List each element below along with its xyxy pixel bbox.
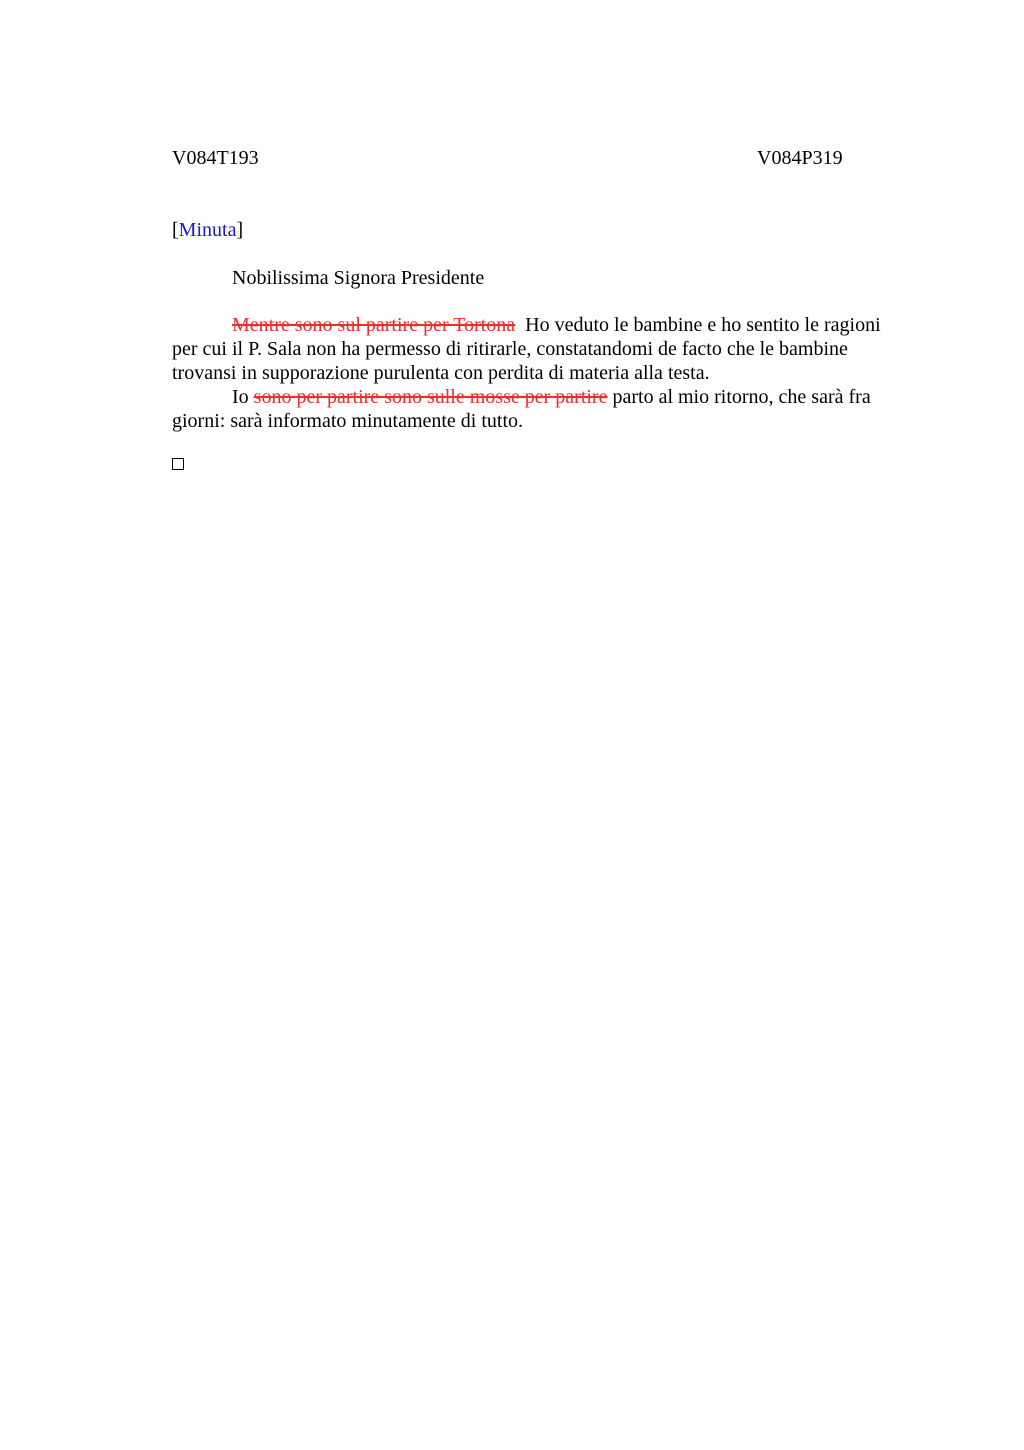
square-outline-icon bbox=[172, 458, 184, 470]
paragraph-2 bbox=[172, 385, 907, 433]
close-bracket: ] bbox=[236, 219, 244, 241]
minuta-label bbox=[172, 218, 243, 242]
deleted-text: Mentre sono sul partire per Tortona bbox=[232, 314, 516, 336]
letter-body bbox=[172, 313, 907, 433]
document-code-left: V084T193 bbox=[172, 147, 259, 169]
paragraph-1 bbox=[172, 313, 907, 385]
paragraph-text-after: parto al mio ritorno, che sarà fra giorni: sarà informato minutamente di tutto. bbox=[172, 386, 876, 432]
paragraph-text-before: Io bbox=[232, 386, 254, 408]
minuta-word: Minuta bbox=[178, 219, 237, 241]
open-bracket: [ bbox=[172, 219, 179, 241]
document-code-right: V084P319 bbox=[757, 147, 843, 169]
paragraph-text: Ho veduto le bambine e ho sentito le ragioni per cui il P. Sala non ha permesso di ritirarle, constatandomi de facto che le bambine trovansi in supporazione purulenta con perdita di materia alla testa. bbox=[172, 314, 886, 384]
salutation: Nobilissima Signora Presidente bbox=[232, 267, 485, 289]
deleted-text: sono per partire sono sulle mosse per partire bbox=[253, 386, 608, 408]
